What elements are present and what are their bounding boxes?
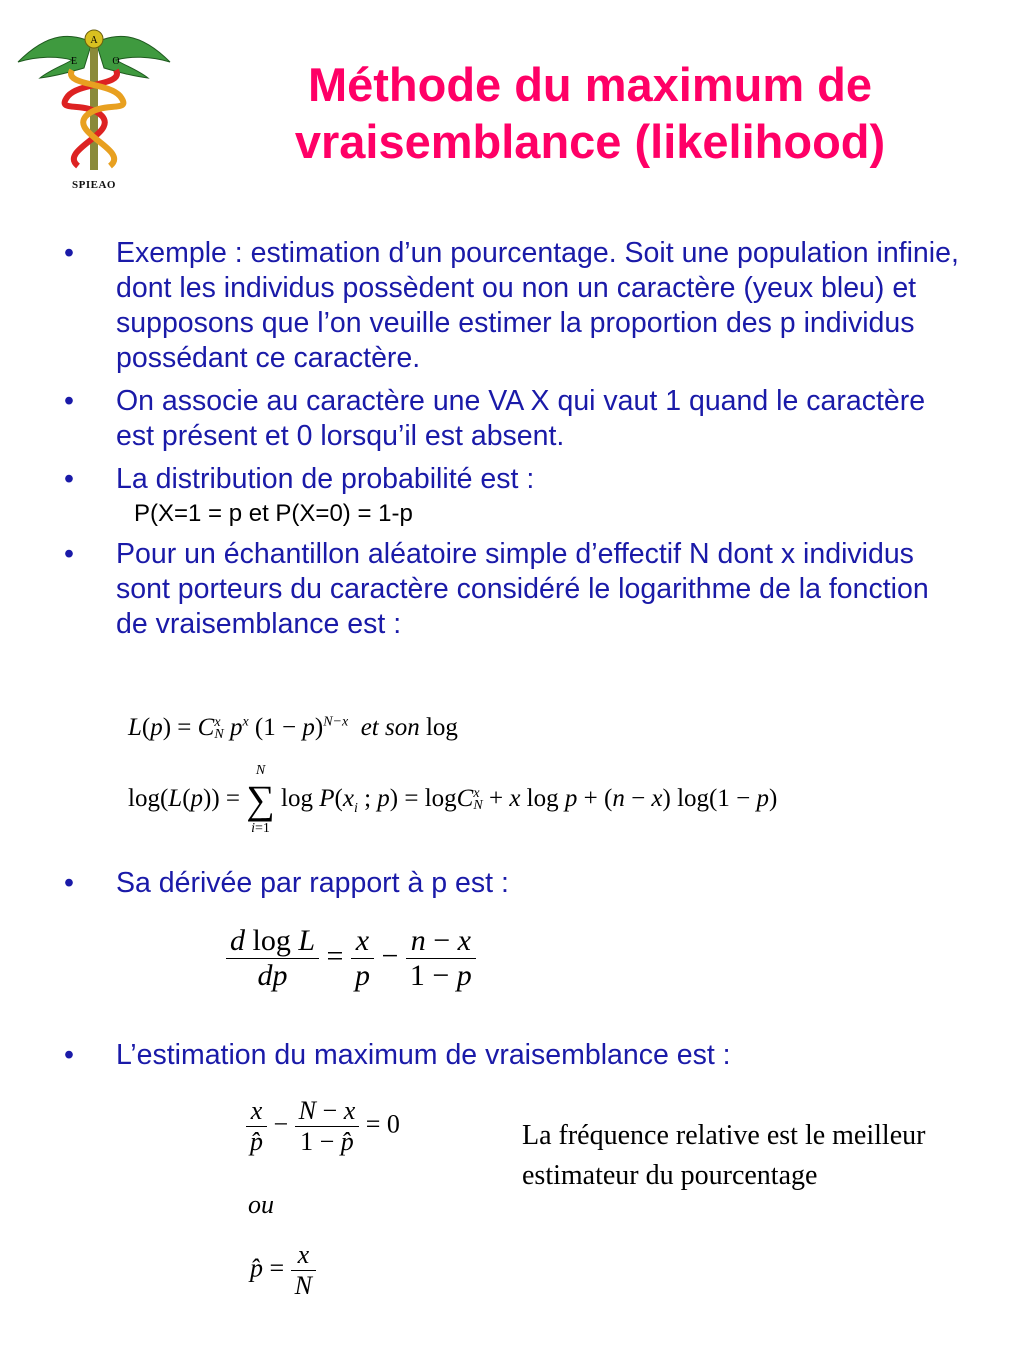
bullet-item	[60, 384, 960, 454]
bullet-item	[60, 537, 960, 642]
logo	[14, 26, 174, 202]
bullet-text: L’estimation du maximum de vraisemblance est :	[116, 1039, 731, 1071]
bullet-marker: •	[64, 538, 74, 570]
equation-derivative: $\frac{\text{d log L}}{dp}$ = $\frac{x}{p}$ − $\frac{n - x}{1 - p}$	[226, 924, 476, 993]
bullet-item	[60, 236, 960, 376]
svg-text:A: A	[90, 35, 98, 46]
equation-or: ou	[248, 1190, 274, 1219]
distribution-line: P(X=1 = p et P(X=0) = 1-p	[134, 500, 413, 527]
note-text: La fréquence relative est le meilleur estimateur du pourcentage	[522, 1120, 926, 1191]
bullet-list	[60, 236, 960, 642]
bullet-text: Sa dérivée par rapport à p est :	[116, 867, 509, 899]
bullet-marker: •	[64, 867, 74, 899]
svg-text:E: E	[70, 56, 78, 67]
bullet-text: Exemple : estimation d’un pourcentage. Soit une population infinie, dont les individus possèdent ou non un caractère (yeux bleu) et supposons que l’on veuille estimer la proportion des p individus possédant ce caractère.	[116, 237, 959, 374]
bullet-text: On associe au caractère une VA X qui vaut 1 quand le caractère est présent et 0 lorsqu’il est absent.	[116, 385, 926, 452]
bullet-item	[60, 866, 1016, 901]
equation-mle-condition: $\frac{x}{p̂}$ − $\frac{N - x}{1 - p̂}$ = 0	[246, 1096, 400, 1157]
equation-log-likelihood: log(L(p)) = N ∑ i=1 $\log P(x_i$ ; p) = logC x N + x log p + (n − x) log(1 − p)	[128, 763, 778, 837]
bullet-text: La distribution de probabilité est :	[116, 463, 535, 495]
bullet-marker: •	[64, 1039, 74, 1071]
bullet-marker: •	[64, 463, 74, 495]
bullet-text: Pour un échantillon aléatoire simple d’effectif N dont x individus sont porteurs du caractère considéré le logarithme de la fonction de vraisemblance est :	[116, 538, 929, 640]
slide-title: Méthode du maximum de vraisemblance (likelihood)	[294, 58, 886, 168]
bullet-marker: •	[64, 385, 74, 417]
equation-likelihood: L(p) = C x N $p^x$ $(1 - p)^{N-x}$ et son log	[128, 714, 458, 743]
svg-text:O: O	[112, 56, 120, 67]
equation-estimator: p̂ = $\frac{x}{N}$	[250, 1240, 316, 1301]
logo-caption: SPIEAO	[72, 179, 116, 191]
bullet-item	[60, 1038, 1016, 1073]
bullet-item	[60, 462, 960, 497]
caduceus-icon	[14, 26, 174, 176]
bullet-marker: •	[64, 237, 74, 269]
